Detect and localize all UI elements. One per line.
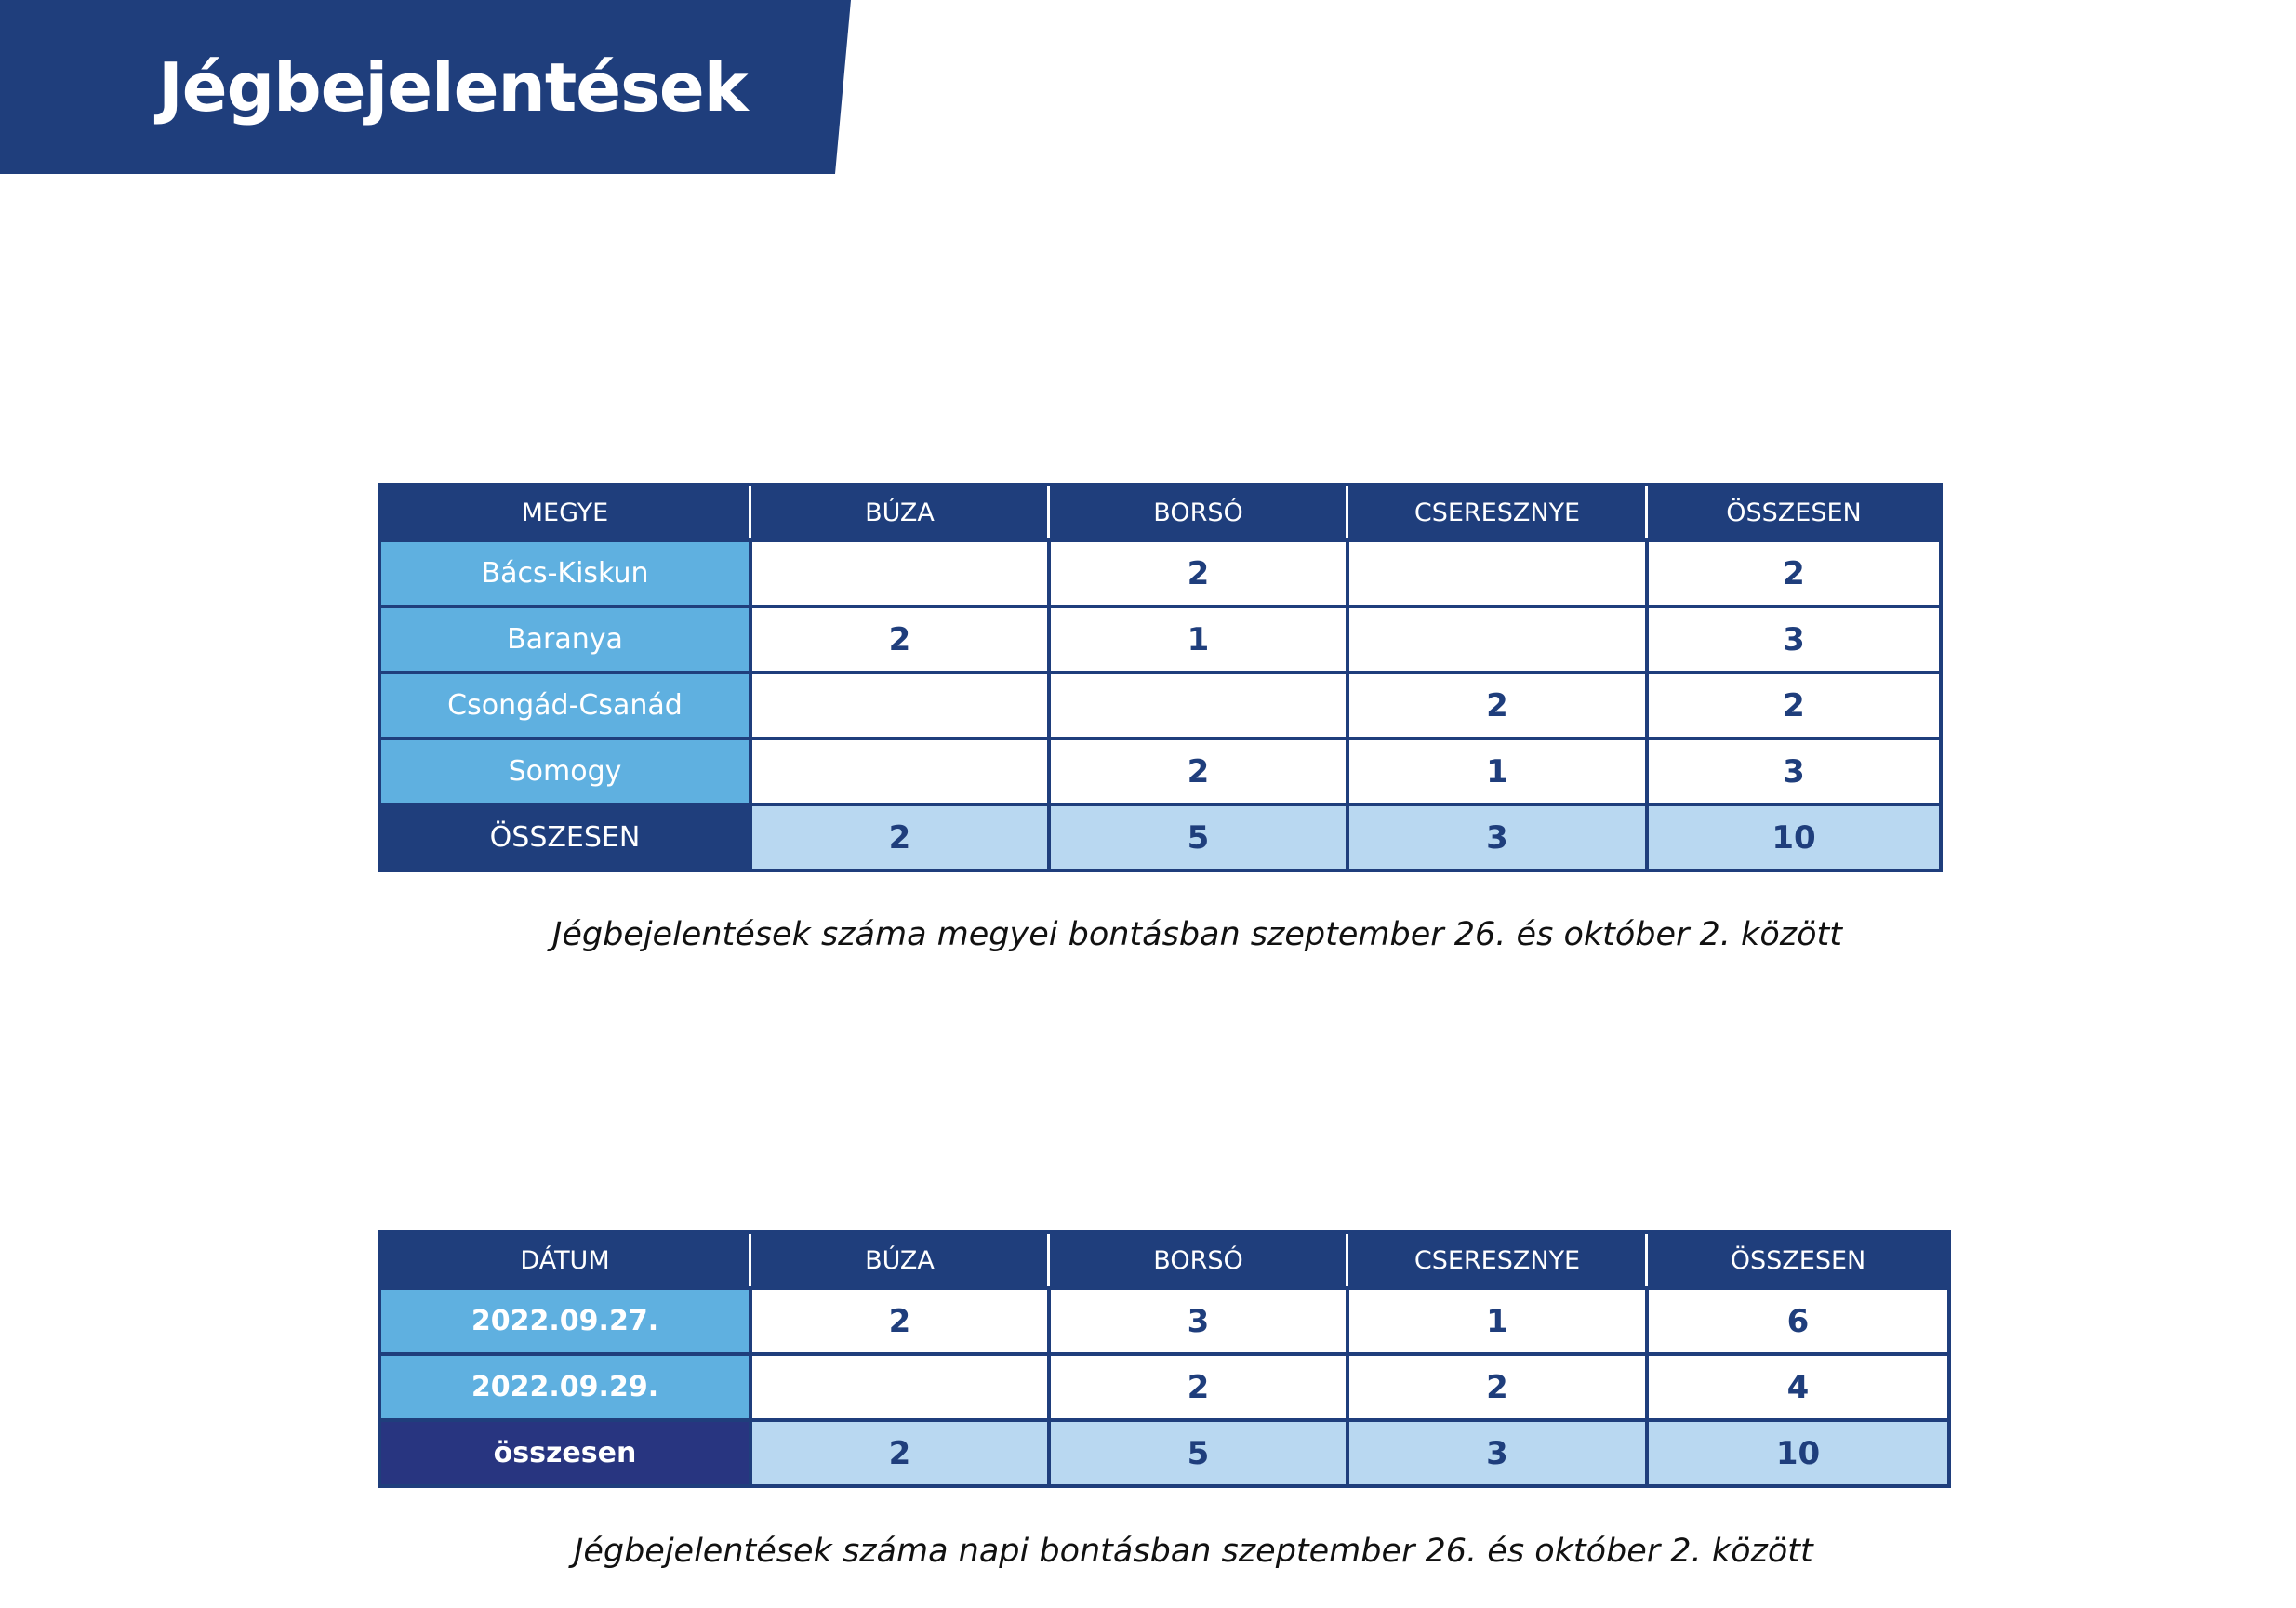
page-title: Jégbejelentések bbox=[158, 48, 748, 126]
total-borso: 5 bbox=[1051, 1422, 1346, 1484]
total-label: ÖSSZESEN bbox=[381, 806, 749, 869]
column-header-buza: BÚZA bbox=[752, 486, 1047, 538]
cell-osszesen: 3 bbox=[1649, 740, 1939, 803]
row-label: Somogy bbox=[381, 740, 749, 803]
cell-osszesen: 3 bbox=[1649, 608, 1939, 671]
total-row bbox=[381, 1422, 1947, 1484]
county-table-caption: Jégbejelentések száma megyei bontásban szeptember 26. és október 2. között bbox=[552, 916, 1842, 953]
cell-borso: 2 bbox=[1051, 542, 1346, 605]
column-header-borso: BORSÓ bbox=[1051, 486, 1346, 538]
column-header-osszesen: ÖSSZESEN bbox=[1649, 486, 1939, 538]
total-osszesen: 10 bbox=[1649, 806, 1939, 869]
cell-cseresznye bbox=[1349, 608, 1645, 671]
daily-table-caption: Jégbejelentések száma napi bontásban szeptember 26. és október 2. között bbox=[574, 1533, 1813, 1570]
cell-cseresznye: 2 bbox=[1349, 674, 1645, 737]
cell-osszesen: 2 bbox=[1649, 674, 1939, 737]
column-header-cseresznye: CSERESZNYE bbox=[1349, 486, 1645, 538]
total-buza: 2 bbox=[752, 806, 1047, 869]
cell-cseresznye: 1 bbox=[1349, 1290, 1645, 1352]
row-label: 2022.09.29. bbox=[381, 1356, 749, 1418]
row-label: Csongád-Csanád bbox=[381, 674, 749, 737]
cell-buza: 2 bbox=[752, 608, 1047, 671]
column-header-borso: BORSÓ bbox=[1051, 1234, 1346, 1286]
total-borso: 5 bbox=[1051, 806, 1346, 869]
cell-borso: 1 bbox=[1051, 608, 1346, 671]
row-label: Bács-Kiskun bbox=[381, 542, 749, 605]
table-row bbox=[381, 674, 1939, 737]
cell-borso: 2 bbox=[1051, 740, 1346, 803]
column-header-buza: BÚZA bbox=[752, 1234, 1047, 1286]
column-header-osszesen: ÖSSZESEN bbox=[1649, 1234, 1947, 1286]
cell-buza bbox=[752, 542, 1047, 605]
column-header-megye: MEGYE bbox=[381, 486, 749, 538]
row-label: Baranya bbox=[381, 608, 749, 671]
table-row bbox=[381, 1290, 1947, 1352]
table-row bbox=[381, 1356, 1947, 1418]
total-osszesen: 10 bbox=[1649, 1422, 1947, 1484]
table-header-row bbox=[381, 486, 1939, 538]
cell-buza bbox=[752, 1356, 1047, 1418]
county-table bbox=[378, 483, 1943, 872]
total-label: összesen bbox=[381, 1422, 749, 1484]
cell-cseresznye: 1 bbox=[1349, 740, 1645, 803]
cell-cseresznye: 2 bbox=[1349, 1356, 1645, 1418]
table-row bbox=[381, 542, 1939, 605]
total-cseresznye: 3 bbox=[1349, 806, 1645, 869]
cell-buza bbox=[752, 740, 1047, 803]
table-row bbox=[381, 740, 1939, 803]
total-buza: 2 bbox=[752, 1422, 1047, 1484]
cell-borso bbox=[1051, 674, 1346, 737]
cell-borso: 3 bbox=[1051, 1290, 1346, 1352]
total-row bbox=[381, 806, 1939, 869]
cell-buza bbox=[752, 674, 1047, 737]
cell-borso: 2 bbox=[1051, 1356, 1346, 1418]
column-header-datum: DÁTUM bbox=[381, 1234, 749, 1286]
cell-osszesen: 6 bbox=[1649, 1290, 1947, 1352]
cell-osszesen: 2 bbox=[1649, 542, 1939, 605]
cell-osszesen: 4 bbox=[1649, 1356, 1947, 1418]
cell-buza: 2 bbox=[752, 1290, 1047, 1352]
row-label: 2022.09.27. bbox=[381, 1290, 749, 1352]
column-header-cseresznye: CSERESZNYE bbox=[1349, 1234, 1645, 1286]
cell-cseresznye bbox=[1349, 542, 1645, 605]
table-row bbox=[381, 608, 1939, 671]
table-header-row bbox=[381, 1234, 1947, 1286]
total-cseresznye: 3 bbox=[1349, 1422, 1645, 1484]
daily-table bbox=[378, 1230, 1951, 1488]
